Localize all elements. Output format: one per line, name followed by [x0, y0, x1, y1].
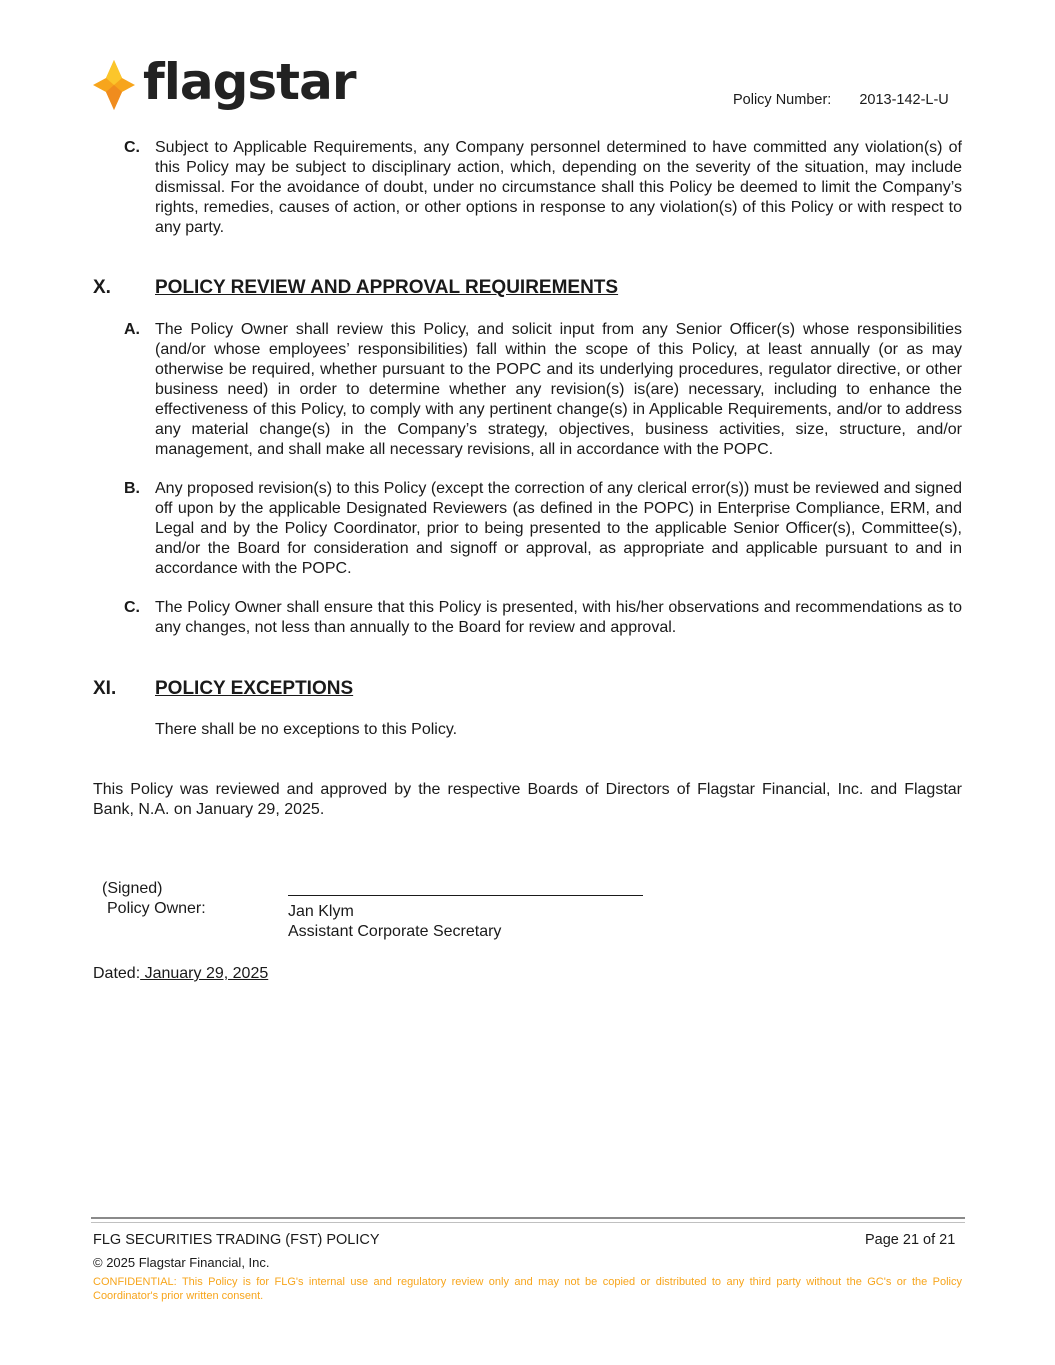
item-letter: C.: [124, 599, 140, 616]
policy-owner-label: Policy Owner:: [107, 900, 206, 917]
item-letter: C.: [124, 139, 140, 156]
signature-line: [288, 895, 643, 896]
section-xi-title: POLICY EXCEPTIONS: [155, 678, 354, 699]
policy-number: [733, 90, 949, 110]
signer-name: Jan Klym: [288, 903, 354, 920]
signed-label: (Signed): [102, 880, 163, 897]
section-x-number: X.: [93, 277, 111, 298]
approval-statement: This Policy was reviewed and approved by the respective Boards of Directors of Flagstar Financial, Inc. and Flagstar Bank, N.A. on January 29, 2025.: [93, 781, 962, 818]
flagstar-logo: [93, 53, 356, 114]
paragraph-x-c: The Policy Owner shall ensure that this Policy is presented, with his/her observations and recommendations as to any changes, not less than annually to the Board for review and approval.: [155, 599, 962, 636]
paragraph-x-a: The Policy Owner shall review this Policy, and solicit input from any Senior Officer(s) whose responsibilities (and/or whose employees’ responsibilities) fall within the scope of this Policy, at least annually (or as may otherwise be required, whether pursuant to the POPC and its underlying procedures, regulator directive, or other business need) in order to determine whether any revision(s) is(are) necessary, including to enhance the effectiveness of this Policy, to comply with any pertinent change(s) in Applicable Requirements, and/or to address any material change(s) in the Company’s strategy, objectives, business activities, size, structure, and/or management, and shall make all necessary revisions, all in accordance with the POPC.: [155, 321, 962, 458]
footer-confidential-notice: CONFIDENTIAL: This Policy is for FLG's internal use and regulatory review only and may not be copied or distributed to any third party without the GC's or the Policy Coordinator's prior written consent.: [93, 1276, 962, 1302]
section-xi-text: There shall be no exceptions to this Policy.: [155, 721, 458, 738]
section-xi-number: XI.: [93, 678, 117, 699]
policy-number-label: Policy Number:: [733, 92, 832, 108]
item-letter: A.: [124, 321, 140, 338]
footer-page-number: Page 21 of 21: [865, 1232, 956, 1248]
signer-title: Assistant Corporate Secretary: [288, 923, 502, 940]
dated-line: [93, 964, 268, 984]
footer-policy-title: FLG SECURITIES TRADING (FST) POLICY: [93, 1232, 380, 1248]
footer-copyright: © 2025 Flagstar Financial, Inc.: [93, 1255, 270, 1270]
footer-divider: [91, 1217, 965, 1223]
dated-value: January 29, 2025: [140, 965, 269, 982]
item-letter: B.: [124, 480, 140, 497]
paragraph-x-b: Any proposed revision(s) to this Policy (except the correction of any clerical error(s)) must be reviewed and signed off upon by the applicable Designated Reviewers (as defined in the POPC) in Enterprise Compliance, ERM, and Legal and by the Policy Coordinator, prior to being presented to the applicable Senior Officer(s), Committee(s), and/or the Board for consideration and signoff or approval, as appropriate and applicable pursuant to and in accordance with the POPC.: [155, 480, 962, 577]
section-x-title: POLICY REVIEW AND APPROVAL REQUIREMENTS: [155, 277, 619, 298]
paragraph-ix-c: Subject to Applicable Requirements, any Company personnel determined to have committed any violation(s) of this Policy may be subject to disciplinary action, which, depending on the severity of the situation, may include dismissal. For the avoidance of doubt, under no circumstance shall this Policy be deemed to limit the Company’s rights, remedies, causes of action, or other options in response to any violation(s) of this Policy or with respect to any party.: [155, 139, 962, 236]
flagstar-star-icon: [93, 60, 135, 110]
policy-number-value: 2013-142-L-U: [859, 92, 949, 108]
dated-label: Dated:: [93, 965, 141, 982]
logo-wordmark: flagstar: [143, 53, 356, 111]
